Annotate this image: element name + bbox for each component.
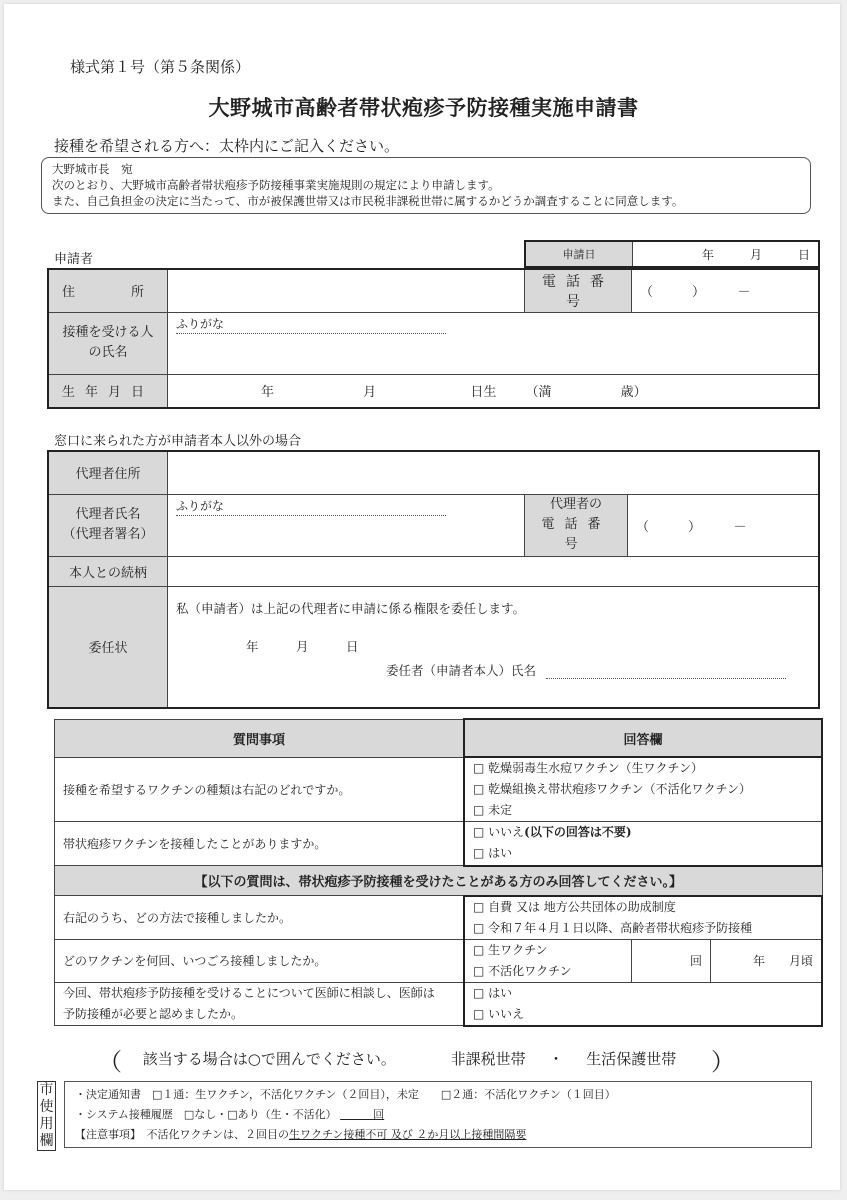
q2-text: 帯状疱疹ワクチンを接種したことがありますか。 [55, 822, 465, 866]
age-suffix: 歳） [620, 385, 647, 401]
proxy-name-label [48, 494, 168, 556]
q3-option-self-pay[interactable]: □ 自費 又は 地方公共団体の助成制度 [473, 899, 676, 914]
proxy-name-label-text: 代理者氏名 [75, 507, 141, 522]
close-bracket: ） [711, 1048, 736, 1076]
household-option-welfare[interactable]: 生活保護世帯 [586, 1049, 677, 1068]
form-number: 様式第１号（第５条関係） [70, 58, 251, 76]
q5-text [55, 982, 465, 1026]
proxy-phone-label-2: 電話番号 [541, 517, 611, 552]
applicant-section-label: 申請者 [54, 252, 94, 267]
recipient-name-label: 接種を受ける人の氏名 [48, 312, 168, 374]
month-unit: 月 [363, 385, 377, 401]
notice-addressee: 大野城市長 宛 [52, 162, 133, 176]
phone-label: 電話番号 [525, 269, 632, 312]
q4-time-field[interactable]: 年 月頃 [711, 939, 823, 982]
household-option-tax-exempt[interactable]: 非課税世帯 [450, 1049, 526, 1068]
address-label: 住 所 [48, 269, 168, 312]
delegation-field [168, 586, 820, 708]
age-prefix: （満 [525, 385, 552, 401]
q5-text-2: 予防接種が必要と認めましたか。 [63, 1006, 244, 1021]
household-row [98, 1042, 758, 1077]
recipient-name-field[interactable] [168, 312, 820, 374]
questions-table [54, 718, 823, 1027]
notice-line1: 次のとおり、大野城市高齢者帯状疱疹予防接種事業実施規則の規定により申請します。 [52, 178, 500, 192]
applicant-table [47, 268, 820, 409]
followup-banner: 【以下の質問は、帯状疱疹予防接種を受けたことがある方のみ回答してください。】 [55, 866, 823, 896]
q2-answer [464, 822, 822, 866]
q2-note: (以下の回答は不要) [524, 825, 632, 840]
phone-field[interactable]: （ ） － [632, 269, 820, 312]
birthdate-label: 生年月日 [48, 374, 168, 408]
q3-option-program[interactable]: □ 令和７年４月１日以降、高齢者帯状疱疹予防接種 [473, 920, 753, 935]
notice-box [41, 157, 811, 214]
proxy-phone-label [525, 494, 628, 556]
furigana-label: ふりがな [176, 315, 446, 334]
city-use-line2 [75, 1105, 801, 1125]
q5-option-yes[interactable]: □ はい [473, 985, 513, 1000]
relation-field[interactable] [168, 556, 820, 586]
q1-answer [464, 757, 822, 822]
city-use-label: 市使用欄 [37, 1081, 56, 1151]
q3-answer [464, 896, 822, 940]
caution-emphasis: 生ワクチン接種不可 及び ２か月以上接種間隔要 [288, 1128, 527, 1141]
q5-text-1: 今回、帯状疱疹予防接種を受けることについて医師に相談し、医師は [63, 985, 435, 1000]
q1-option-live[interactable]: □ 乾燥弱毒生水痘ワクチン（生ワクチン） [473, 761, 703, 775]
proxy-address-field[interactable] [168, 451, 820, 494]
q5-answer [464, 982, 822, 1026]
relation-label: 本人との続柄 [48, 556, 168, 586]
household-separator: ・ [548, 1049, 564, 1068]
delegation-label: 委任状 [48, 586, 168, 708]
birthdate-field[interactable] [168, 374, 820, 408]
instruction: 接種を希望される方へ：太枠内にご記入ください。 [54, 137, 400, 155]
q3-text: 右記のうち、どの方法で接種しましたか。 [55, 896, 465, 940]
q1-text: 接種を希望するワクチンの種類は右記のどれですか。 [55, 757, 465, 822]
address-field[interactable] [168, 269, 525, 312]
day-unit: 日生 [470, 385, 497, 401]
question-header: 質問事項 [55, 719, 465, 757]
delegation-date[interactable]: 年 月 日 [246, 638, 359, 654]
delegator-label: 委任者（申請者本人）氏名 [386, 662, 537, 678]
caution-text: 【注意事項】 不活化ワクチンは、２回目の [75, 1128, 289, 1141]
q2-no-label: □ いいえ [473, 825, 525, 840]
q4-text: どのワクチンを何回、いつごろ接種しましたか。 [55, 939, 465, 982]
household-prompt: 該当する場合は○で囲んでください。 [142, 1049, 396, 1068]
delegator-name-field[interactable] [546, 663, 786, 679]
proxy-phone-field[interactable]: （ ） － [628, 494, 820, 556]
q2-option-no[interactable] [473, 822, 813, 843]
application-date-table [524, 240, 820, 268]
city-use-count: 回 [340, 1108, 385, 1121]
city-use-line1: ・決定通知書 □１通：生ワクチン，不活化ワクチン（２回目），未定 □２通：不活化ワクチン（１回目） [75, 1088, 616, 1101]
q4-option-live[interactable]: □ 生ワクチン [473, 942, 548, 957]
delegation-text: 私（申請者）は上記の代理者に申請に係る権限を委任します。 [176, 600, 526, 616]
q2-option-yes[interactable]: □ はい [473, 846, 513, 861]
q1-option-undecided[interactable]: □ 未定 [473, 803, 513, 817]
proxy-furigana-label: ふりがな [176, 497, 446, 516]
proxy-name-sublabel: （代理者署名） [62, 527, 154, 542]
city-use-line2-text: ・システム接種履歴 □なし・□あり（生・不活化） [75, 1108, 337, 1121]
proxy-section-label: 窓口に来られた方が申請者本人以外の場合 [54, 434, 302, 449]
city-use-line3 [75, 1125, 801, 1145]
proxy-address-label: 代理者住所 [48, 451, 168, 494]
open-bracket: （ [98, 1048, 122, 1076]
city-use-box [64, 1081, 812, 1148]
q4-option-inactivated[interactable]: □ 不活化ワクチン [473, 963, 572, 978]
application-date-field[interactable]: 年 月 日 [633, 241, 820, 267]
q4-count-field[interactable]: 回 [632, 939, 711, 982]
proxy-phone-label-1: 代理者の [549, 497, 602, 512]
q4-answer [464, 939, 632, 982]
q5-option-no[interactable]: □ いいえ [473, 1006, 525, 1021]
year-unit: 年 [261, 385, 275, 401]
page-title: 大野城市高齢者帯状疱疹予防接種実施申請書 [208, 95, 639, 120]
q1-option-inactivated[interactable]: □ 乾燥組換え帯状疱疹ワクチン（不活化ワクチン） [473, 782, 751, 796]
proxy-name-field[interactable] [168, 494, 525, 556]
proxy-table [47, 450, 820, 709]
notice-line2: また、自己負担金の決定に当たって、市が被保護世帯又は市民税非課税世帯に属するかどうか調査することに同意します。 [52, 194, 684, 208]
answer-header: 回答欄 [464, 719, 822, 757]
application-date-label: 申請日 [525, 241, 633, 267]
